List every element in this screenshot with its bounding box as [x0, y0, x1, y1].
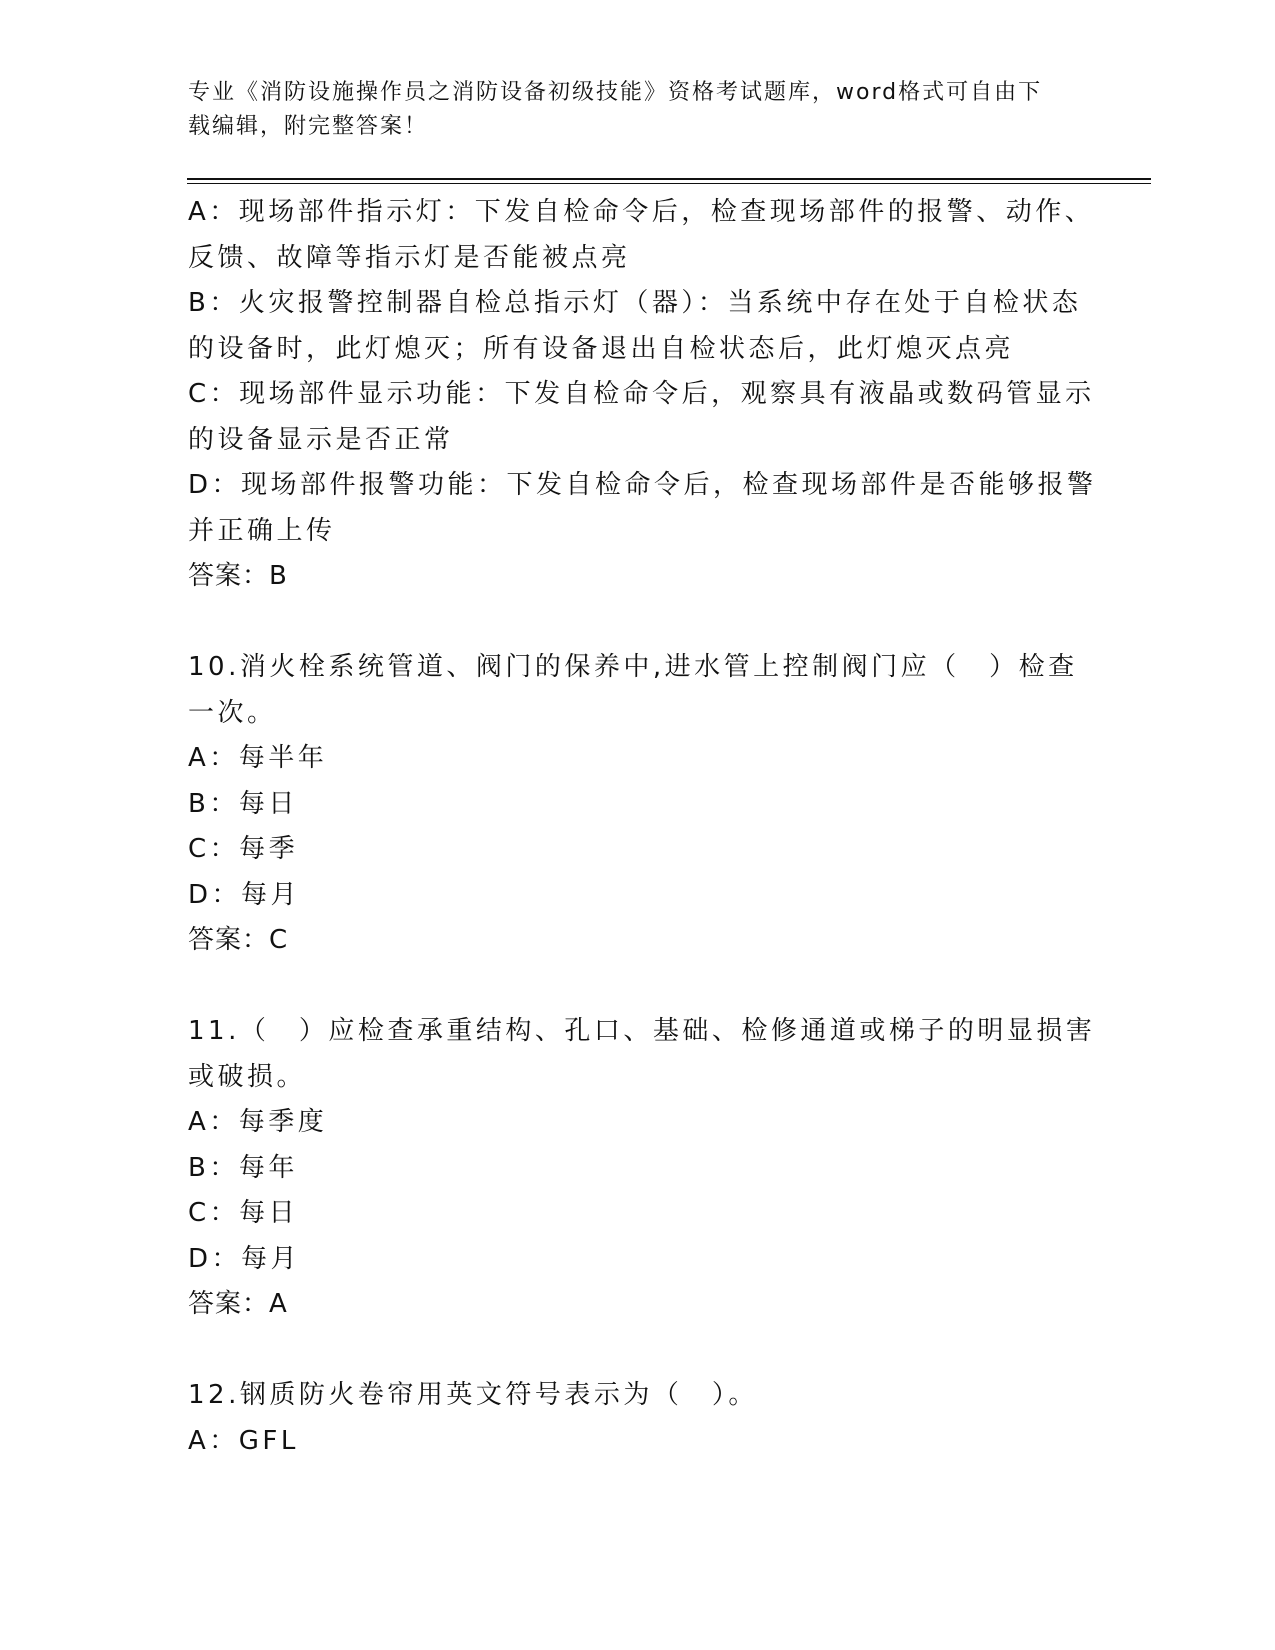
answer: 答案：C [188, 925, 289, 955]
question-12 [188, 1373, 1068, 1464]
option-b: B：每年 [188, 1152, 298, 1183]
option-c: C：每季 [188, 834, 299, 864]
spacer [188, 964, 1068, 1010]
question-stem: 11.（ ）应检查承重结构、孔口、基础、检修通道或梯子的明显损害 [188, 1016, 1096, 1046]
question-11 [188, 1009, 1096, 1328]
option-a: A：现场部件指示灯：下发自检命令后，检查现场部件的报警、动作、 [188, 197, 1095, 227]
question-stem: 12.钢质防火卷帘用英文符号表示为（ ）。 [188, 1380, 758, 1410]
option-a-cont: 反馈、故障等指示灯是否能被点亮 [188, 242, 631, 273]
option-c-cont: 的设备显示是否正常 [188, 424, 454, 455]
option-d: D：现场部件报警功能：下发自检命令后，检查现场部件是否能够报警 [188, 470, 1097, 500]
option-a: A：每半年 [188, 743, 328, 773]
question-10 [188, 645, 1078, 964]
answer: 答案：A [188, 1289, 288, 1319]
spacer [188, 1328, 1068, 1374]
question-stem-cont: 一次。 [188, 697, 277, 728]
option-c: C：每日 [188, 1198, 299, 1228]
option-d: D：每月 [188, 1243, 301, 1274]
option-a: A：每季度 [188, 1107, 328, 1137]
option-d-cont: 并正确上传 [188, 515, 336, 546]
header-divider [187, 183, 1151, 184]
option-b: B：每日 [188, 788, 298, 819]
option-c: C：现场部件显示功能：下发自检命令后，观察具有液晶或数码管显示 [188, 379, 1095, 409]
question-stem: 10.消火栓系统管道、阀门的保养中,进水管上控制阀门应（ ）检查 [188, 652, 1078, 682]
question-list [188, 190, 1097, 1464]
option-b-cont: 的设备时，此灯熄灭；所有设备退出自检状态后，此灯熄灭点亮 [188, 333, 1015, 364]
spacer [188, 600, 1068, 646]
document-header [188, 76, 1068, 144]
option-d: D：每月 [188, 879, 301, 910]
header-line: 载编辑，附完整答案！ [188, 114, 429, 139]
answer: 答案：B [188, 561, 288, 591]
option-a: A：GFL [188, 1425, 299, 1456]
question-stem-cont: 或破损。 [188, 1061, 307, 1092]
option-b: B：火灾报警控制器自检总指示灯（器）：当系统中存在处于自检状态 [188, 288, 1082, 318]
header-line: 专业《消防设施操作员之消防设备初级技能》资格考试题库，word格式可自由下 [188, 80, 1043, 105]
header-divider [187, 178, 1151, 180]
question-9 [188, 190, 1097, 600]
